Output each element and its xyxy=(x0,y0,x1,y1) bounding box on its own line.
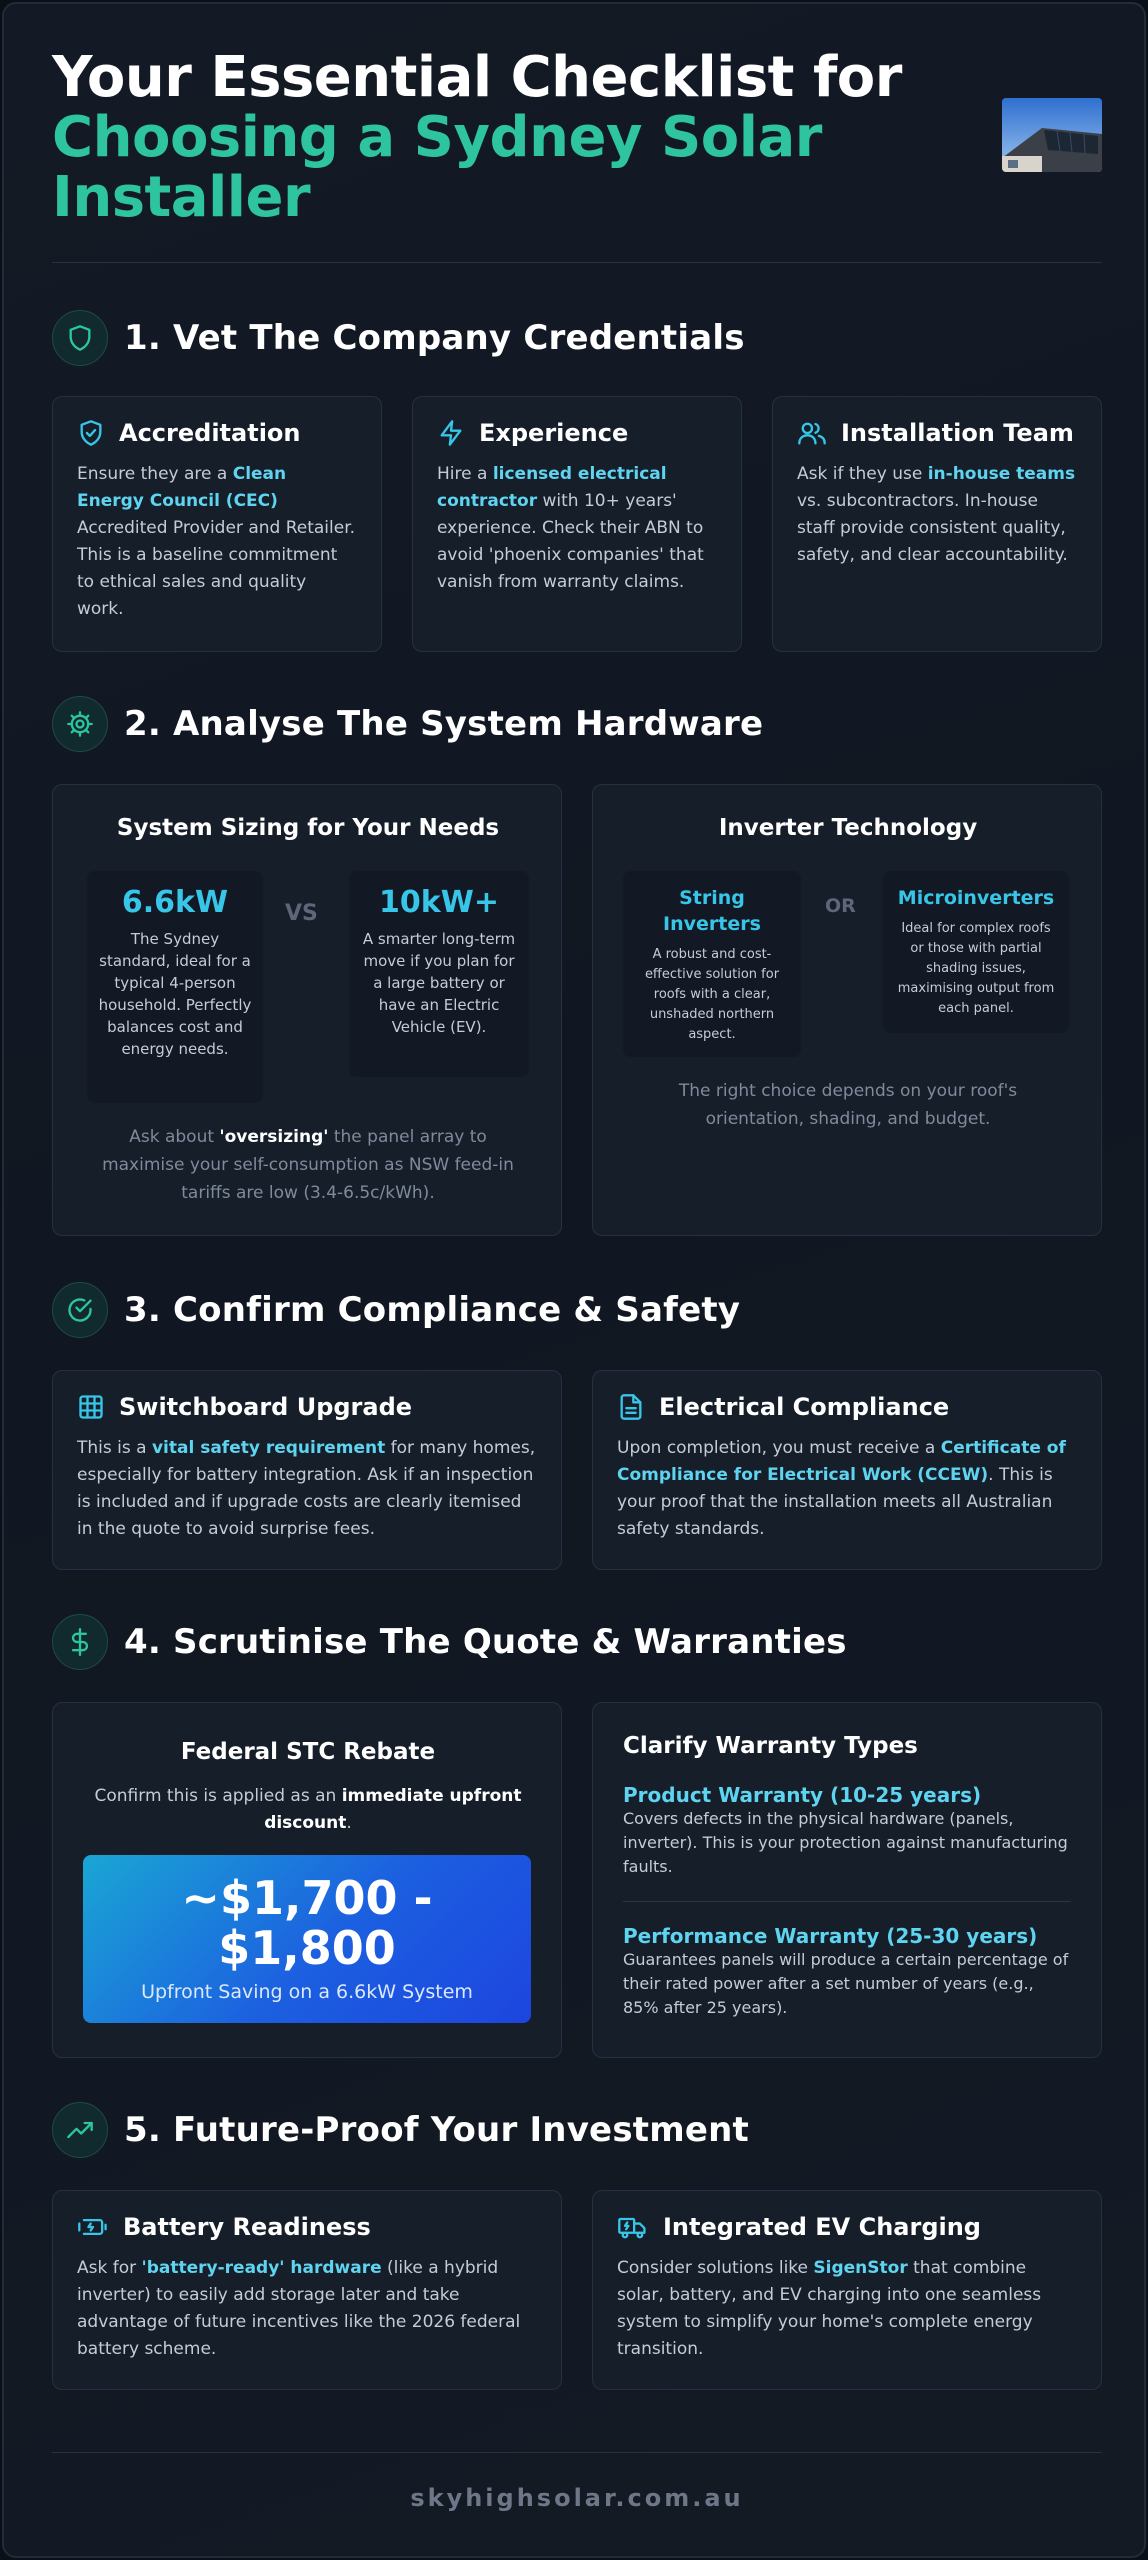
users-icon xyxy=(797,419,827,447)
section-5-title: 5. Future-Proof Your Investment xyxy=(124,2110,749,2150)
shield-check-icon xyxy=(77,419,105,447)
option-text: A robust and cost-effective solution for roofs with a clear, unshaded northern aspect. xyxy=(644,947,780,1042)
card-text: Ask for 'battery-ready' hardware (like a hybrid inverter) to easily add storage later and take advantage of future incentives like the 2026 federal battery scheme. xyxy=(77,2258,521,2359)
rebate-text: Confirm this is applied as an immediate upfront discount. xyxy=(94,1786,522,1833)
divider xyxy=(623,1901,1071,1902)
savings-amount: $1,800 xyxy=(218,1921,396,1975)
gear-icon xyxy=(52,696,108,752)
section-1-title: 1. Vet The Company Credentials xyxy=(124,318,745,358)
card-title: Clarify Warranty Types xyxy=(623,1733,918,1759)
house-solar-photo xyxy=(1002,98,1102,172)
card-title: System Sizing for Your Needs xyxy=(116,815,500,841)
product-warranty xyxy=(623,1783,1071,1879)
oversizing-note: Ask about 'oversizing' the panel array to maximise your self-consumption as NSW feed-in tariffs are low (3.4-6.5c/kWh). xyxy=(102,1127,514,1203)
title-line-1: Your Essential Checklist for xyxy=(52,45,902,110)
warranty-types-card xyxy=(592,1702,1102,2058)
title-line-3: Installer xyxy=(52,165,311,230)
card-title: Experience xyxy=(479,419,629,447)
option-10kw xyxy=(349,871,529,1077)
card-title: Integrated EV Charging xyxy=(663,2213,981,2241)
option-value: 10kW+ xyxy=(379,885,499,920)
savings-amount: ~$1,700 - xyxy=(181,1871,433,1925)
option-6-6kw xyxy=(87,871,263,1103)
warranty-text: Guarantees panels will produce a certain percentage of their rated power after a set number of years (e.g., 85% after 25 years). xyxy=(623,1950,1069,2017)
or-label: OR xyxy=(825,895,856,917)
warranty-title: Performance Warranty (25-30 years) xyxy=(623,1924,1038,1948)
option-text: Ideal for complex roofs or those with partial shading issues, maximising output from each panel. xyxy=(897,921,1055,1016)
card-title: Inverter Technology xyxy=(718,815,978,841)
page-title xyxy=(52,45,912,230)
savings-banner xyxy=(83,1855,531,2023)
experience-card xyxy=(412,396,742,652)
warranty-text: Covers defects in the physical hardware (panels, inverter). This is your protection against manufacturing faults. xyxy=(623,1809,1068,1876)
card-text: Upon completion, you must receive a Certificate of Compliance for Electrical Work (CCEW). This is your proof that the installation meets all Australian safety standards. xyxy=(617,1438,1066,1539)
card-text: This is a vital safety requirement for many homes, especially for battery integration. Ask if an inspection is included and if upgrade costs are clearly itemised in the quote to avoid surprise fees. xyxy=(77,1438,536,1539)
option-microinverters xyxy=(883,871,1069,1033)
option-text: The Sydney standard, ideal for a typical 4-person household. Perfectly balances cost and energy needs. xyxy=(98,930,252,1058)
accreditation-card xyxy=(52,396,382,652)
title-line-2: Choosing a Sydney Solar xyxy=(52,105,822,170)
divider xyxy=(52,262,1102,263)
section-4-title: 4. Scrutinise The Quote & Warranties xyxy=(124,1622,847,1662)
card-title: Battery Readiness xyxy=(123,2213,371,2241)
warranty-title: Product Warranty (10-25 years) xyxy=(623,1783,982,1807)
card-title: Federal STC Rebate xyxy=(180,1739,436,1765)
savings-label: Upfront Saving on a 6.6kW System xyxy=(141,1981,473,2003)
dollar-icon xyxy=(52,1614,108,1670)
card-text: Ask if they use in-house teams vs. subcontractors. In-house staff provide consistent quality, safety, and clear accountability. xyxy=(797,464,1076,565)
battery-icon xyxy=(77,2213,109,2241)
system-sizing-card xyxy=(52,784,562,1236)
ev-charging-card xyxy=(592,2190,1102,2390)
section-1-heading xyxy=(52,310,745,366)
vs-label: VS xyxy=(285,901,318,926)
card-title: Switchboard Upgrade xyxy=(119,1393,413,1421)
inverter-note: The right choice depends on your roof's orientation, shading, and budget. xyxy=(678,1081,1018,1129)
card-text: Consider solutions like SigenStor that combine solar, battery, and EV charging into one seamless system to simplify your home's complete energy transition. xyxy=(617,2258,1042,2359)
option-string-inverters xyxy=(623,871,801,1057)
option-text: A smarter long-term move if you plan for a large battery or have an Electric Vehicle (EV). xyxy=(362,930,516,1036)
card-title: Electrical Compliance xyxy=(659,1393,950,1421)
switchboard-upgrade-card xyxy=(52,1370,562,1570)
shield-icon xyxy=(52,310,108,366)
battery-readiness-card xyxy=(52,2190,562,2390)
card-text: Ensure they are a Clean Energy Council (CEC) Accredited Provider and Retailer. This is a baseline commitment to ethical sales and quality work. xyxy=(77,464,356,619)
performance-warranty xyxy=(623,1924,1071,2020)
option-value: 6.6kW xyxy=(121,885,229,920)
section-4-heading xyxy=(52,1614,847,1670)
section-2-title: 2. Analyse The System Hardware xyxy=(124,704,764,744)
stc-rebate-card xyxy=(52,1702,562,2058)
ev-charging-icon xyxy=(617,2213,649,2241)
lightning-icon xyxy=(437,419,465,447)
installation-team-card xyxy=(772,396,1102,652)
trending-up-icon xyxy=(52,2102,108,2158)
card-text: Hire a licensed electrical contractor with 10+ years' experience. Check their ABN to avoid 'phoenix companies' that vanish from warranty claims. xyxy=(437,464,704,592)
inverter-technology-card xyxy=(592,784,1102,1236)
check-circle-icon xyxy=(52,1282,108,1338)
section-3-heading xyxy=(52,1282,740,1338)
grid-icon xyxy=(77,1393,105,1421)
electrical-compliance-card xyxy=(592,1370,1102,1570)
footer-website: skyhighsolar.com.au xyxy=(410,2484,744,2512)
section-2-heading xyxy=(52,696,763,752)
document-icon xyxy=(617,1393,645,1421)
card-title: Installation Team xyxy=(841,419,1074,447)
card-title: Accreditation xyxy=(119,419,301,447)
divider xyxy=(52,2452,1102,2453)
option-value: String Inverters xyxy=(663,887,761,935)
section-5-heading xyxy=(52,2102,749,2158)
infographic xyxy=(2,2,1146,2558)
option-value: Microinverters xyxy=(897,887,1055,909)
section-3-title: 3. Confirm Compliance & Safety xyxy=(124,1290,741,1330)
